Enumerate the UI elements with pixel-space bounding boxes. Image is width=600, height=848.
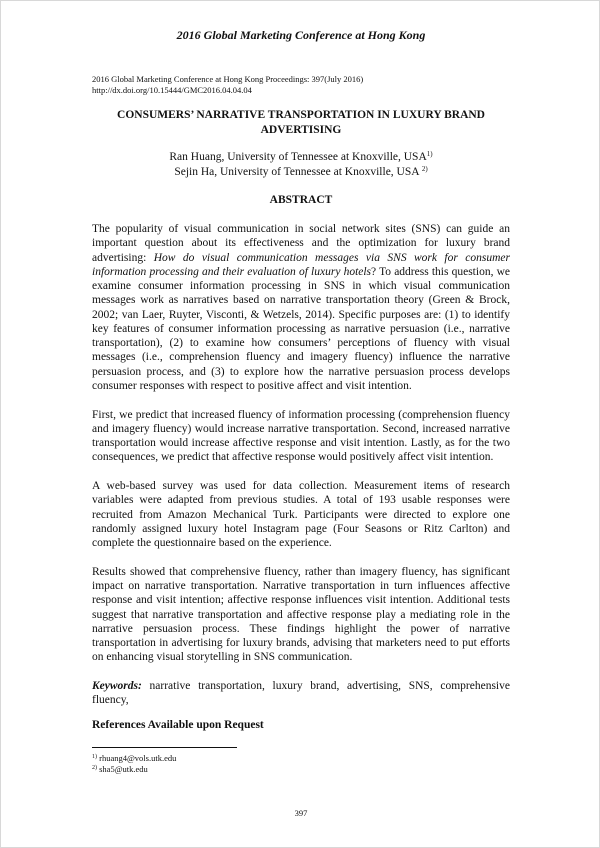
paper-title: CONSUMERS’ NARRATIVE TRANSPORTATION IN LUXURY BRAND ADVERTISING — [117, 109, 485, 136]
author-footnote-mark: 1) — [426, 150, 433, 158]
footnote-email: rhuang4@vols.utk.edu — [97, 753, 177, 763]
author-affiliation: Ran Huang, University of Tennessee at Knoxville, USA — [169, 151, 427, 163]
paragraph: First, we predict that increased fluency of information processing (comprehension fluency and imagery fluency) would increase narrative transportation. Second, increased narrative transportation would increase affective response and visit intention. Lastly, as for the two consequences, we predict that affective response would positively affect visit intention. — [92, 408, 510, 464]
proceedings-info — [92, 74, 363, 95]
keywords-list: narrative transportation, luxury brand, advertising, SNS, comprehensive fluency, — [92, 680, 510, 707]
keywords — [92, 679, 510, 708]
footnote — [92, 764, 176, 775]
paragraph-text: The popularity of visual communication in social network sites (SNS) can guide an important question about its effectiveness and the optimization for luxury brand advertising: — [92, 223, 510, 264]
footnote-mark: 2) — [92, 765, 97, 771]
keywords-label: Keywords: — [92, 680, 142, 692]
author-line — [101, 150, 501, 165]
footnote-divider — [92, 747, 237, 748]
conference-header: 2016 Global Marketing Conference at Hong Kong — [176, 28, 426, 42]
author-footnote-mark: 2) — [421, 165, 428, 173]
proceedings-citation: 2016 Global Marketing Conference at Hong Kong Proceedings: 397(July 2016) — [92, 74, 364, 84]
author-line — [101, 165, 501, 180]
paragraph — [92, 222, 510, 393]
footnote-email: sha5@utk.edu — [97, 764, 148, 774]
footnotes — [92, 753, 176, 775]
abstract-body — [92, 222, 510, 722]
doi-link[interactable]: http://dx.doi.org/10.15444/GMC2016.04.04.04 — [92, 84, 252, 95]
footnote-mark: 1) — [92, 754, 97, 760]
paragraph: A web-based survey was used for data collection. Measurement items of research variables were adapted from previous studies. A total of 193 usable responses were recruited from Amazon Mechanical Turk. Participants were directed to explore one randomly assigned luxury hotel Instagram page (Four Seasons or Ritz Carlton) and complete the questionnaire based on the experience. — [92, 480, 510, 549]
author-list — [101, 150, 501, 180]
author-affiliation: Sejin Ha, University of Tennessee at Knoxville, USA — [174, 166, 422, 178]
research-question: How do visual communication messages via SNS work for consumer information processing and their evaluation of luxury hotels — [92, 251, 510, 278]
footnote — [92, 753, 176, 764]
abstract-heading: ABSTRACT — [269, 194, 333, 206]
page-number: 397 — [294, 808, 308, 818]
references-note: References Available upon Request — [92, 719, 264, 731]
paragraph-text: ? To address this question, we examine consumer information processing in SNS in which visual communication messages work as narratives based on narrative transportation theory (Green & Brock, 2002; van Laer, Ruyter, Visconti, & Wetzels, 2014). Specific purposes are: (1) to identify key features of consumer information processing as narrative persuasion (i.e., narrative transportation), (2) to examine how consumers’ perceptions of fluency with visual messages (i.e., comprehension fluency and imagery fluency) influence the narrative persuasion process, and (3) to explore how the narrative persuasion process develops consumer responses with respect to positive affect and visit intention. — [92, 265, 510, 392]
paragraph: Results showed that comprehensive fluency, rather than imagery fluency, has significant impact on narrative transportation. Narrative transportation in turn influences affective response and visit intention; affective response influences visit intention. Additional tests suggest that narrative transportation and affective response play a mediating role in the narrative persuasion process. These findings highlight the power of narrative transportation in advertising for luxury brands, advising that marketers need to put efforts on enhancing visual storytelling in SNS communication. — [92, 565, 510, 664]
